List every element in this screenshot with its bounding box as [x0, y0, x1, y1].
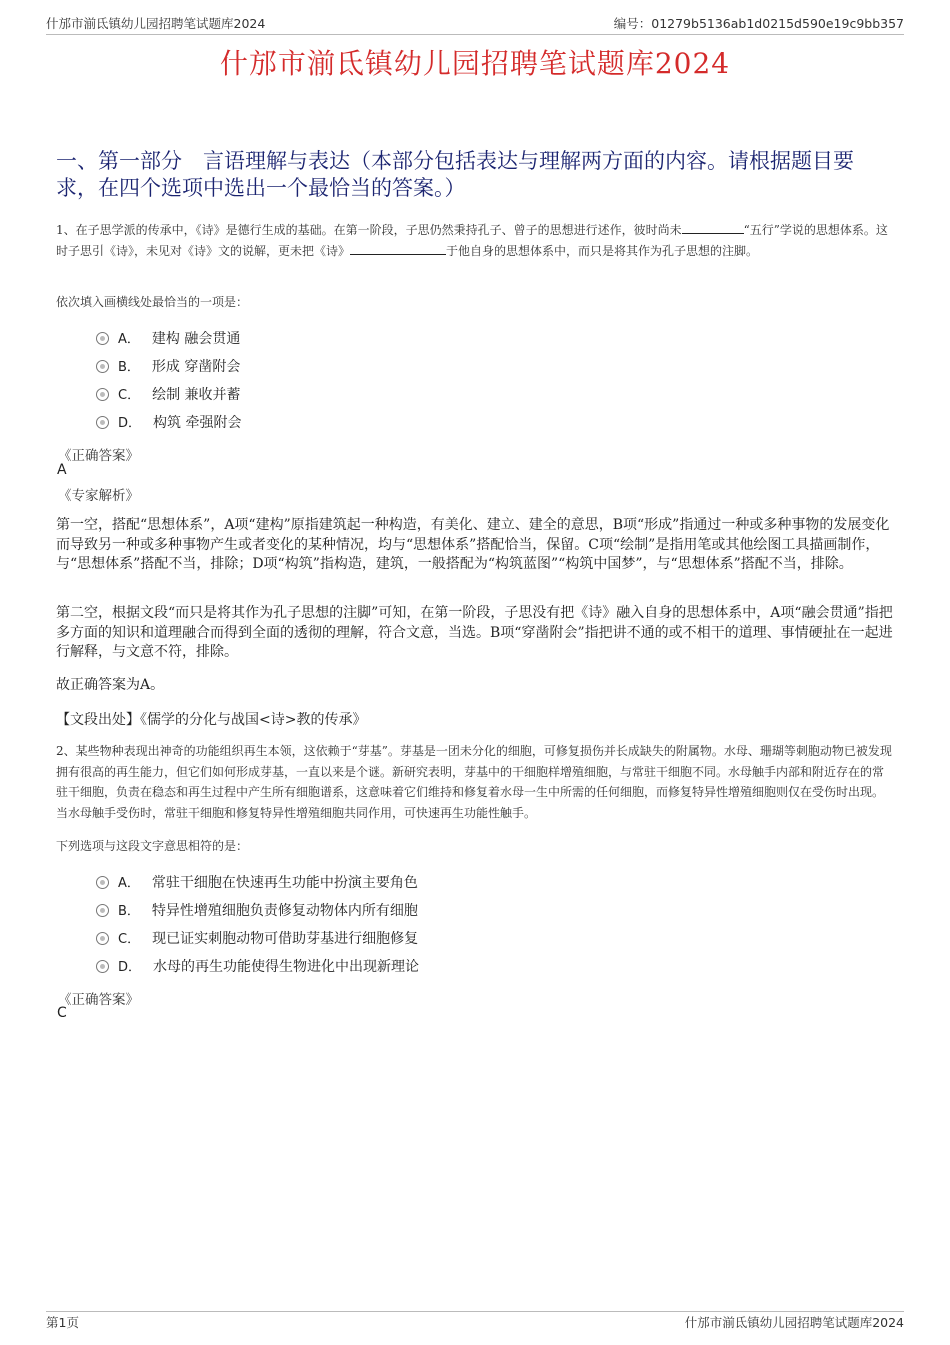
q2-option-b[interactable]: B． 特异性增殖细胞负责修复动物体内所有细胞	[96, 900, 418, 922]
page-footer	[46, 1311, 904, 1334]
question-1-prompt: 依次填入画横线处最恰当的一项是：	[56, 295, 249, 309]
q1-source: 【文段出处】《儒学的分化与战国<诗>教的传承》	[56, 712, 367, 728]
radio-icon[interactable]	[96, 332, 109, 345]
footer-doc-name: 什邡市湔氐镇幼儿园招聘笔试题库2024	[684, 1315, 904, 1330]
q1-analysis-paragraph-1: 第一空，搭配“思想体系”，A项“建构”原指建筑起一种构造，有美化、建立、建全的意思，B项“形成”指通过一种或多种事物的发展变化而导致另一种或多种事物产生或者变化的某种情况，均与“思想体系”搭配恰当，保留。C项“绘制”是指用笔或其他绘图工具描画制作，与“思想体系”搭配不当，排除；D项“构筑”指构造，建筑，一般搭配为“构筑蓝图”“构筑中国梦”，与“思想体系”搭配不当，排除。	[56, 517, 890, 572]
footer-page-number: 第1页	[46, 1315, 79, 1330]
q1-option-b[interactable]: B． 形成 穿凿附会	[96, 356, 240, 378]
radio-icon[interactable]	[96, 388, 109, 401]
q1-analysis-paragraph-2: 第二空，根据文段“而只是将其作为孔子思想的注脚”可知，在第一阶段，子思没有把《诗》融入自身的思想体系中，A项“融会贯通”指把多方面的知识和道理融合而得到全面的透彻的理解，符合文意，当选。B项“穿凿附会”指把讲不通的或不相干的道理、事情硬扯在一起进行解释，与文意不符，排除。	[56, 605, 893, 660]
question-1-text-part1: 1、在子思学派的传承中，《诗》是德行生成的基础。在第一阶段，子思仍然秉持孔子、曾子的思想进行述作，彼时尚未	[56, 223, 682, 237]
radio-icon[interactable]	[96, 960, 109, 973]
question-1-text-part3: 于他自身的思想体系中，而只是将其作为孔子思想的注脚。	[446, 243, 759, 258]
q2-option-c[interactable]: C． 现已证实刺胞动物可借助芽基进行细胞修复	[96, 928, 418, 950]
question-1-text	[56, 220, 894, 261]
q1-option-a[interactable]: A． 建构 融会贯通	[96, 328, 240, 350]
radio-icon[interactable]	[96, 360, 109, 373]
document-title: 什邡市湔氐镇幼儿园招聘笔试题库2024	[219, 47, 731, 80]
q2-answer: C	[57, 1005, 67, 1021]
header-doc-number: 编号：01279b5136ab1d0215d590e19c9bb357	[613, 16, 904, 31]
question-1-text-part2: “五行”学说的思想体系。这时子思引《诗》，未见对《诗》文的说解，更未把《诗》	[56, 223, 888, 258]
page-header	[46, 14, 904, 35]
header-doc-name: 什邡市湔氐镇幼儿园招聘笔试题库2024	[46, 16, 266, 31]
question-2-prompt: 下列选项与这段文字意思相符的是：	[56, 839, 249, 853]
q1-answer: A	[57, 462, 67, 478]
q1-answer-label: 《正确答案》	[58, 448, 139, 464]
radio-icon[interactable]	[96, 904, 109, 917]
q2-answer-label: 《正确答案》	[58, 992, 139, 1008]
blank-1	[682, 220, 744, 234]
radio-icon[interactable]	[96, 876, 109, 889]
q2-option-d[interactable]: D． 水母的再生功能使得生物进化中出现新理论	[96, 956, 419, 978]
q1-option-c[interactable]: C． 绘制 兼收并蓄	[96, 384, 241, 406]
q1-analysis-paragraph-3: 故正确答案为A。	[56, 677, 165, 693]
question-2-text: 2、某些物种表现出神奇的功能组织再生本领，这依赖于“芽基”。芽基是一团未分化的细胞，可修复损伤并长成缺失的附属物。水母、珊瑚等刺胞动物已被发现拥有很高的再生能力，但它们如何形成芽基，一直以来是个谜。新研究表明，芽基中的干细胞样增殖细胞，与常驻干细胞不同。水母触手内部和附近存在的常驻干细胞，负责在稳态和再生过程中产生所有细胞谱系，这意味着它们维持和修复着水母一生中所需的任何细胞，而修复特异性增殖细胞则仅在受伤时出现。当水母触手受伤时，常驻干细胞和修复特异性增殖细胞共同作用，可快速再生功能性触手。	[56, 744, 892, 820]
q2-option-a[interactable]: A． 常驻干细胞在快速再生功能中扮演主要角色	[96, 872, 418, 894]
q1-analysis-label: 《专家解析》	[58, 488, 139, 504]
radio-icon[interactable]	[96, 416, 109, 429]
blank-2	[350, 241, 446, 255]
section-heading: 一、第一部分 言语理解与表达（本部分包括表达与理解两方面的内容。请根据题目要求，在四个选项中选出一个最恰当的答案。）	[56, 149, 854, 200]
q1-option-d[interactable]: D． 构筑 牵强附会	[96, 412, 241, 434]
radio-icon[interactable]	[96, 932, 109, 945]
